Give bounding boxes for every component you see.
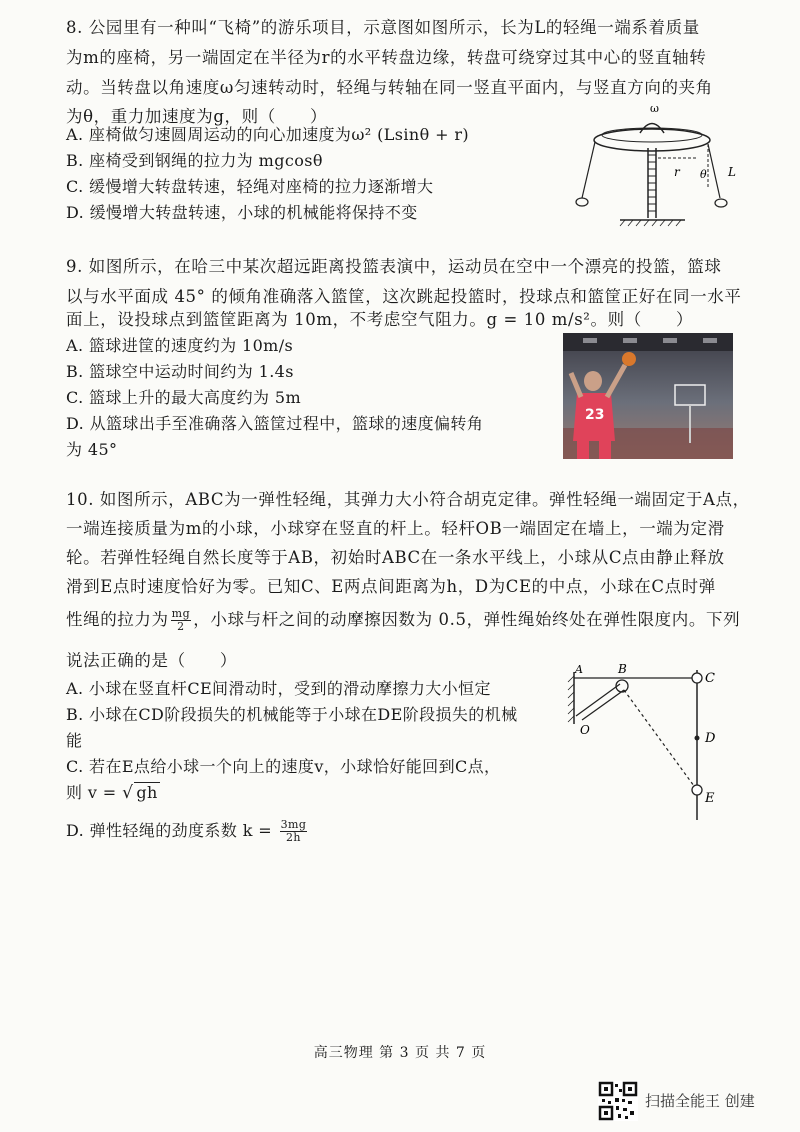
q9-option-b: B. 篮球空中运动时间约为 1.4s — [66, 362, 294, 381]
q8-line: 为m的座椅，另一端固定在半径为r的水平转盘边缘，转盘可绕穿过其中心的竖直轴转 — [66, 48, 707, 67]
label-D: D — [705, 731, 716, 746]
q10-line: 10. 如图所示，ABC为一弹性轻绳，其弹力大小符合胡克定律。弹性轻绳一端固定于A点， — [66, 490, 750, 509]
sqrt-radicand: gh — [136, 783, 158, 802]
q8-line: 动。当转盘以角速度ω匀速转动时，轻绳与转轴在同一竖直平面内，与竖直方向的夹角 — [66, 78, 713, 97]
q9-option-d: D. 从篮球出手至准确落入篮筐过程中，篮球的速度偏转角 — [66, 414, 484, 433]
r-label: r — [674, 165, 680, 179]
q10-line-4 — [66, 606, 740, 633]
qr-code-icon — [598, 1081, 638, 1121]
omega-label: ω — [650, 102, 659, 115]
q10-line: 说法正确的是（ ） — [66, 651, 237, 670]
basketball-photo — [563, 333, 733, 459]
label-E: E — [705, 791, 715, 806]
fraction-denominator: 2h — [285, 831, 301, 844]
q10-option-d-prefix: D. 弹性轻绳的劲度系数 k = — [66, 821, 278, 840]
q10-line: 轮。若弹性轻绳自然长度等于AB，初始时ABC在一条水平线上，小球从C点由静止释放 — [66, 548, 725, 567]
fraction-numerator: mg — [171, 607, 191, 620]
q10-option-b: B. 小球在CD阶段损失的机械能等于小球在DE阶段损失的机械 — [66, 705, 518, 724]
q10-option-c-prefix: 则 v = — [66, 783, 123, 802]
q8-option-a: A. 座椅做匀速圆周运动的向心加速度为ω² (Lsinθ + r) — [66, 125, 470, 144]
fraction-denominator: 2 — [177, 620, 185, 633]
q10-line-4-prefix: 性绳的拉力为 — [66, 610, 169, 629]
q8-option-c: C. 缓慢增大转盘转速，轻绳对座椅的拉力逐渐增大 — [66, 177, 434, 196]
watermark: 扫描全能王 创建 — [645, 1092, 755, 1110]
theta-label: θ — [700, 168, 707, 181]
flying-chair-diagram — [570, 100, 760, 230]
page-footer: 高三物理 第 3 页 共 7 页 — [313, 1045, 487, 1061]
q9-line: 以与水平面成 45° 的倾角准确落入篮筐，这次跳起投篮时，投球点和篮筐正好在同一水平 — [66, 287, 742, 306]
label-A: A — [575, 663, 583, 676]
elastic-rope-diagram — [566, 660, 746, 830]
q10-option-b-cont: 能 — [66, 731, 83, 750]
q10-option-c: C. 若在E点给小球一个向上的速度v，小球恰好能回到C点， — [66, 757, 501, 776]
q8-line: 为θ，重力加速度为g，则（ ） — [66, 107, 328, 126]
q9-line: 9. 如图所示，在哈三中某次超远距离投篮表演中，运动员在空中一个漂亮的投篮，篮球 — [66, 257, 722, 276]
label-O: O — [580, 723, 590, 737]
fraction-numerator: 3mg — [280, 818, 307, 831]
q9-option-d-cont: 为 45° — [66, 440, 118, 459]
label-C: C — [705, 671, 715, 686]
q8-option-d: D. 缓慢增大转盘转速，小球的机械能将保持不变 — [66, 203, 418, 222]
q10-option-a: A. 小球在竖直杆CE间滑动时，受到的滑动摩擦力大小恒定 — [66, 679, 491, 698]
L-label: L — [728, 165, 736, 179]
q8-option-b: B. 座椅受到钢绳的拉力为 mgcosθ — [66, 151, 323, 170]
q10-option-d — [66, 818, 309, 844]
q10-line: 一端连接质量为m的小球，小球穿在竖直的杆上。轻杆OB一端固定在墙上，一端为定滑 — [66, 519, 725, 538]
jersey-number: 23 — [585, 407, 605, 423]
tension-fraction — [171, 608, 192, 633]
q9-option-a: A. 篮球进筐的速度约为 10m/s — [66, 336, 294, 355]
label-B: B — [618, 662, 627, 676]
q10-line-4-suffix: ，小球与杆之间的动摩擦因数为 0.5，弹性绳始终处在弹性限度内。下列 — [193, 610, 741, 629]
q8-line: 8. 公园里有一种叫“飞椅”的游乐项目，示意图如图所示，长为L的轻绳一端系着质量 — [66, 18, 700, 37]
q9-line: 面上，设投球点到篮筐距离为 10m，不考虑空气阻力。g = 10 m/s²。则（ ） — [66, 310, 694, 329]
spring-constant-fraction — [280, 819, 308, 844]
q10-option-c-cont: 则 v = √ gh — [66, 783, 158, 803]
q10-line: 滑到E点时速度恰好为零。已知C、E两点间距离为h，D为CE的中点，小球在C点时弹 — [66, 577, 716, 596]
q9-option-c: C. 篮球上升的最大高度约为 5m — [66, 388, 302, 407]
